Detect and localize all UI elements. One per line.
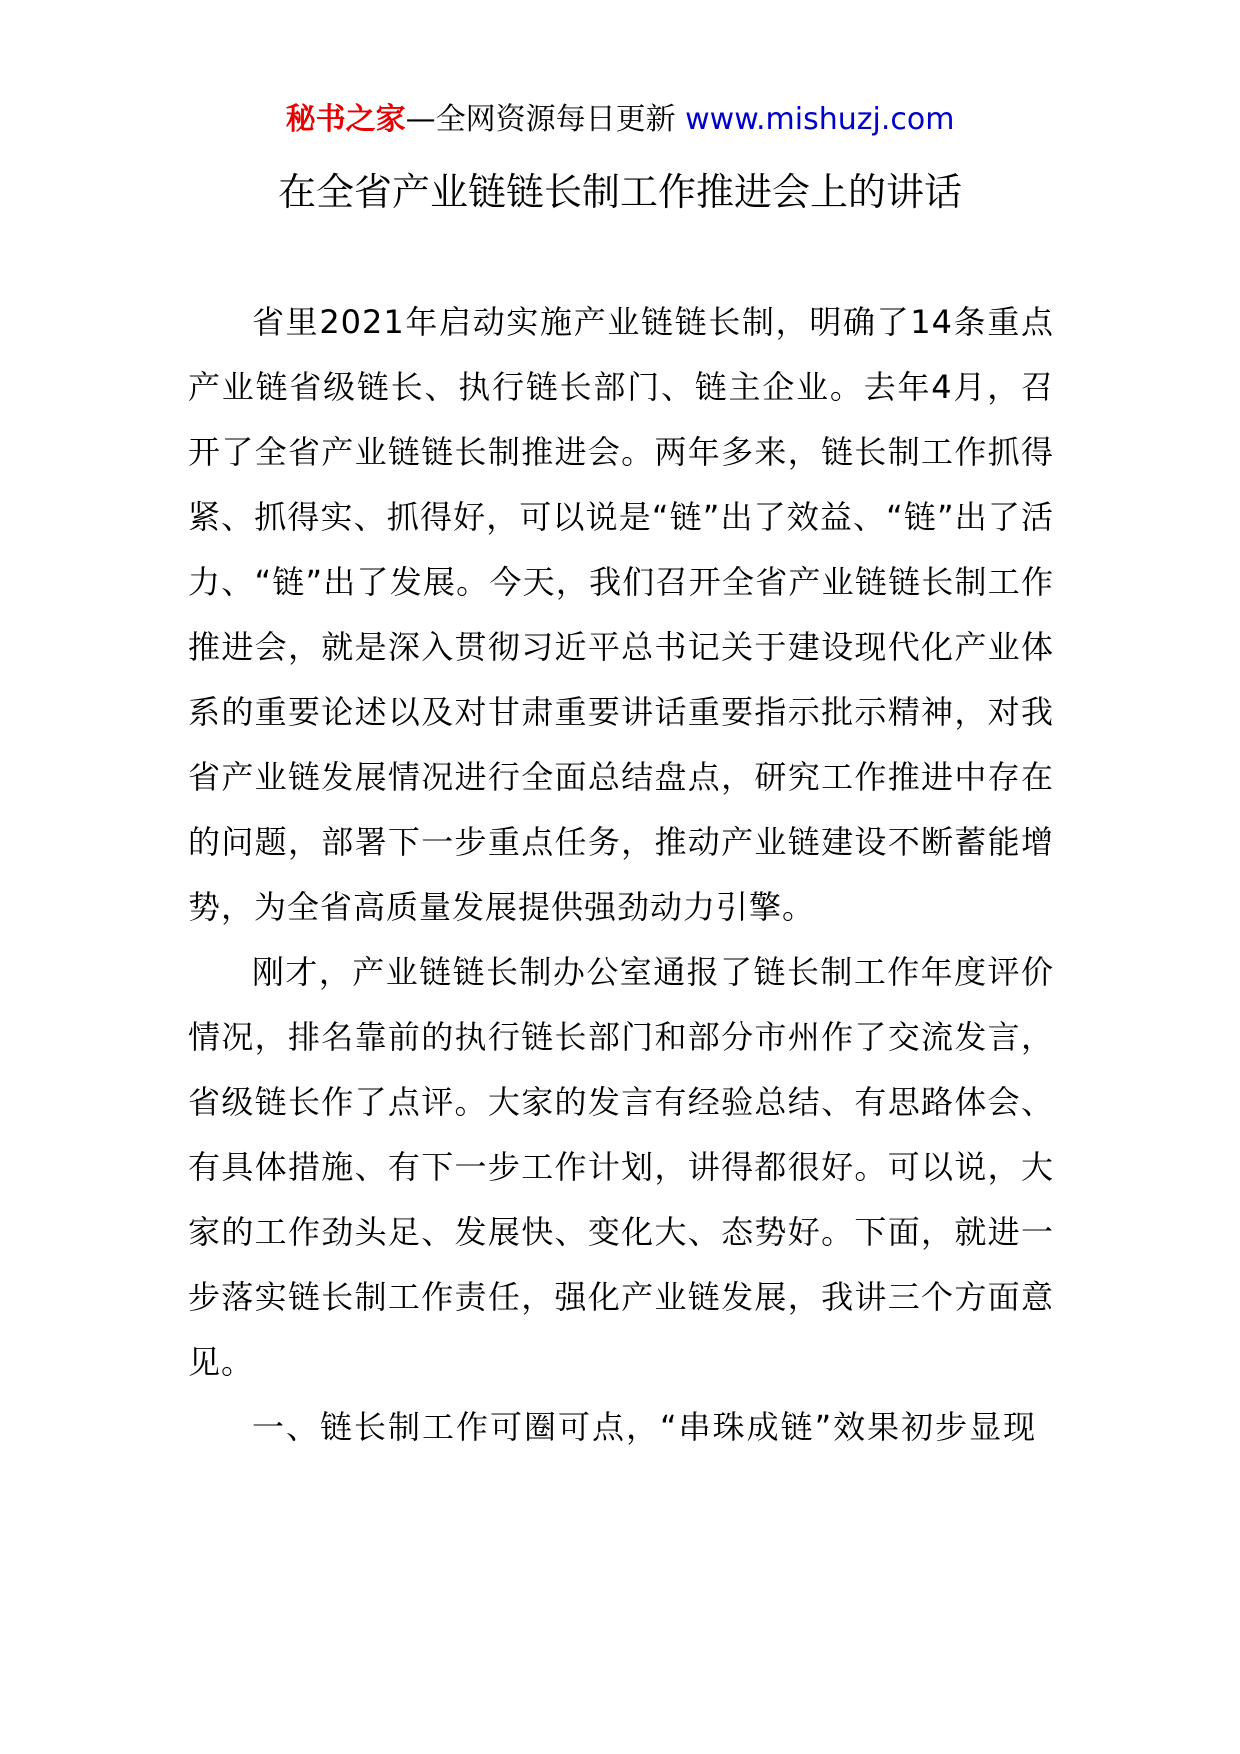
- paragraph-2: 刚才，产业链链长制办公室通报了链长制工作年度评价情况，排名靠前的执行链长部门和部分市州作了交流发言，省级链长作了点评。大家的发言有经验总结、有思路体会、有具体措施、有下一步工作计划，讲得都很好。可以说，大家的工作劲头足、发展快、变化大、态势好。下面，就进一步落实链长制工作责任，强化产业链发展，我讲三个方面意见。: [188, 953, 1054, 1381]
- site-header: [0, 100, 1240, 140]
- site-tagline: —全网资源每日更新: [405, 102, 686, 137]
- section-heading: 一、链长制工作可圈可点，“串珠成链”效果初步显现: [252, 1408, 1038, 1446]
- site-brand: 秘书之家: [285, 102, 406, 137]
- document-title: 在全省产业链链长制工作推进会上的讲话: [277, 170, 962, 214]
- site-url-link[interactable]: www.mishuzj.com: [685, 102, 955, 137]
- document-body: [188, 290, 1054, 1460]
- paragraph-1: 省里2021年启动实施产业链链长制，明确了14条重点产业链省级链长、执行链长部门、链主企业。去年4月，召开了全省产业链链长制推进会。两年多来，链长制工作抓得紧、抓得实、抓得好，可以说是“链”出了效益、“链”出了活力、“链”出了发展。今天，我们召开全省产业链链长制工作推进会，就是深入贯彻习近平总书记关于建设现代化产业体系的重要论述以及对甘肃重要讲话重要指示批示精神，对我省产业链发展情况进行全面总结盘点，研究工作推进中存在的问题，部署下一步重点任务，推动产业链建设不断蓄能增势，为全省高质量发展提供强劲动力引擎。: [188, 303, 1054, 926]
